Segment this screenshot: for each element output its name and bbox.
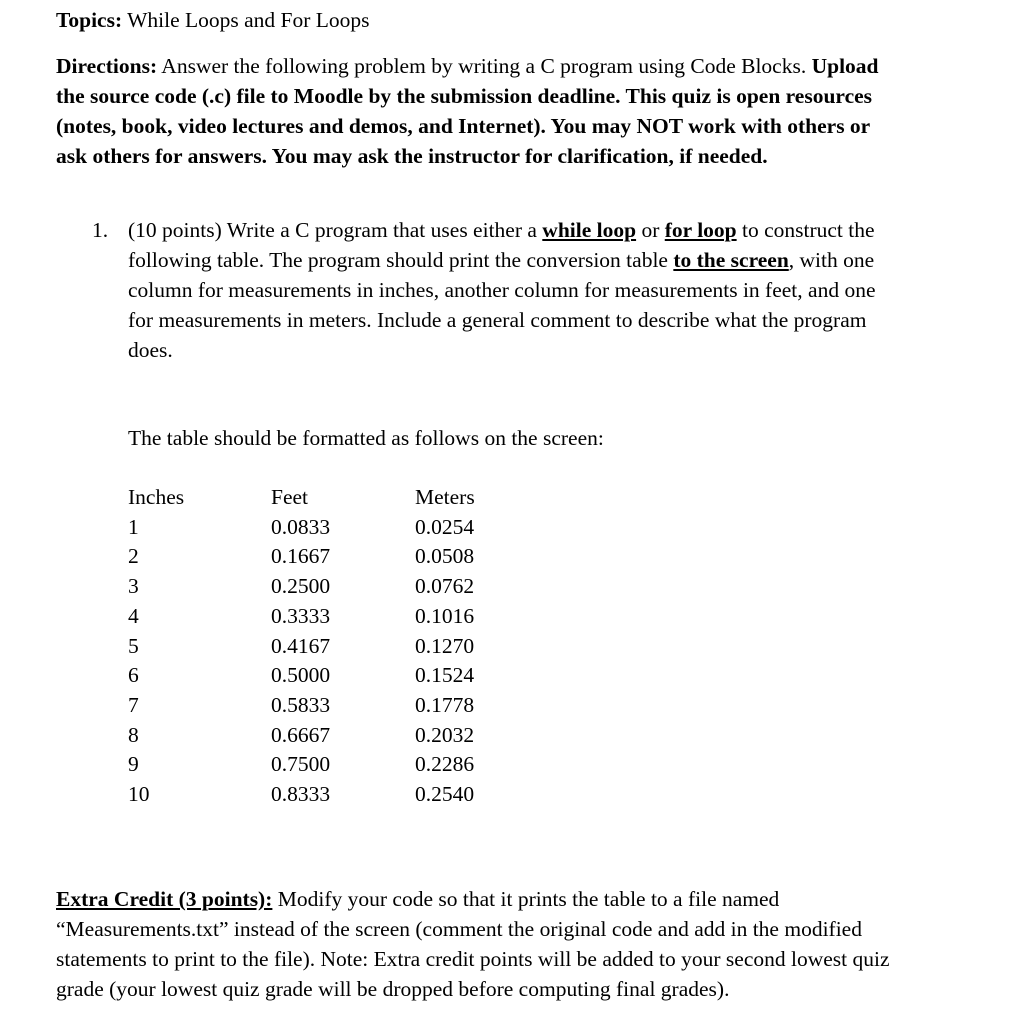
conversion-table <box>128 482 528 812</box>
cell-inches: 7 <box>128 692 139 717</box>
cell-meters: 0.0508 <box>415 544 475 569</box>
question-l2-a: following table. The program should print the conversion table <box>128 248 674 272</box>
question-or: or <box>636 218 665 242</box>
question-line-5: does. <box>128 338 173 362</box>
cell-feet: 0.7500 <box>271 752 331 777</box>
cell-meters: 0.1016 <box>415 603 475 628</box>
extra-credit-label: Extra Credit (3 points): <box>56 887 273 911</box>
topics-text: While Loops and For Loops <box>122 8 370 32</box>
topics-label: Topics: <box>56 8 123 32</box>
question-line-2 <box>128 245 874 275</box>
cell-feet: 0.0833 <box>271 514 331 539</box>
cell-meters: 0.0254 <box>415 514 475 539</box>
cell-inches: 10 <box>128 782 150 806</box>
header-meters: Meters <box>415 485 475 509</box>
question-line-1 <box>128 215 875 245</box>
directions-label: Directions: <box>56 54 158 78</box>
for-loop-term: for loop <box>664 218 737 242</box>
cell-feet: 0.1667 <box>271 544 331 569</box>
question-number: 1. <box>92 218 109 242</box>
cell-inches: 8 <box>128 722 139 747</box>
cell-meters: 0.1270 <box>415 633 475 658</box>
cell-inches: 3 <box>128 574 139 599</box>
extra-credit-line-4: grade (your lowest quiz grade will be dropped before computing final grades). <box>56 977 730 1001</box>
directions-line-3: (notes, book, video lectures and demos, and Internet). You may NOT work with others or <box>56 114 871 138</box>
question-line-4: for measurements in meters. Include a general comment to describe what the program <box>128 308 867 332</box>
cell-inches: 5 <box>128 633 139 658</box>
cell-inches: 6 <box>128 663 139 688</box>
question-line-3: column for measurements in inches, another column for measurements in feet, and one <box>128 278 876 302</box>
cell-meters: 0.1778 <box>415 692 475 717</box>
cell-meters: 0.2540 <box>415 782 475 806</box>
directions-line-1 <box>56 51 879 81</box>
cell-feet: 0.8333 <box>271 782 331 806</box>
while-loop-term: while loop <box>542 218 637 242</box>
topics-line <box>56 5 370 35</box>
cell-meters: 0.2032 <box>415 722 475 747</box>
cell-feet: 0.6667 <box>271 722 331 747</box>
cell-meters: 0.0762 <box>415 574 475 599</box>
header-inches: Inches <box>128 485 185 509</box>
question-text-b: to construct the <box>736 218 875 242</box>
cell-inches: 9 <box>128 752 139 777</box>
table-intro: The table should be formatted as follows on the screen: <box>128 426 604 450</box>
directions-line-4: ask others for answers. You may ask the instructor for clarification, if needed. <box>56 144 768 168</box>
extra-credit-line-2: “Measurements.txt” instead of the screen (comment the original code and add in the modified <box>56 917 862 941</box>
cell-inches: 2 <box>128 544 139 569</box>
extra-credit-text: Modify your code so that it prints the table to a file named <box>272 887 780 911</box>
header-feet: Feet <box>271 485 309 509</box>
cell-inches: 4 <box>128 603 139 628</box>
cell-meters: 0.2286 <box>415 752 475 777</box>
cell-feet: 0.3333 <box>271 603 331 628</box>
cell-feet: 0.5833 <box>271 692 331 717</box>
directions-line-2: the source code (.c) file to Moodle by the submission deadline. This quiz is open resources <box>56 84 873 108</box>
cell-feet: 0.4167 <box>271 633 331 658</box>
cell-feet: 0.2500 <box>271 574 331 599</box>
cell-inches: 1 <box>128 514 139 539</box>
extra-credit-line-1 <box>56 884 779 914</box>
cell-meters: 0.1524 <box>415 663 475 688</box>
question-l2-b: , with one <box>788 248 875 272</box>
directions-text: Answer the following problem by writing a C program using Code Blocks. <box>157 54 812 78</box>
extra-credit-line-3: statements to print to the file). Note: Extra credit points will be added to your second lowest quiz <box>56 947 890 971</box>
question-text-a: (10 points) Write a C program that uses either a <box>128 218 543 242</box>
directions-upload: Upload <box>811 54 879 78</box>
cell-feet: 0.5000 <box>271 663 331 688</box>
to-the-screen-term: to the screen <box>673 248 789 272</box>
